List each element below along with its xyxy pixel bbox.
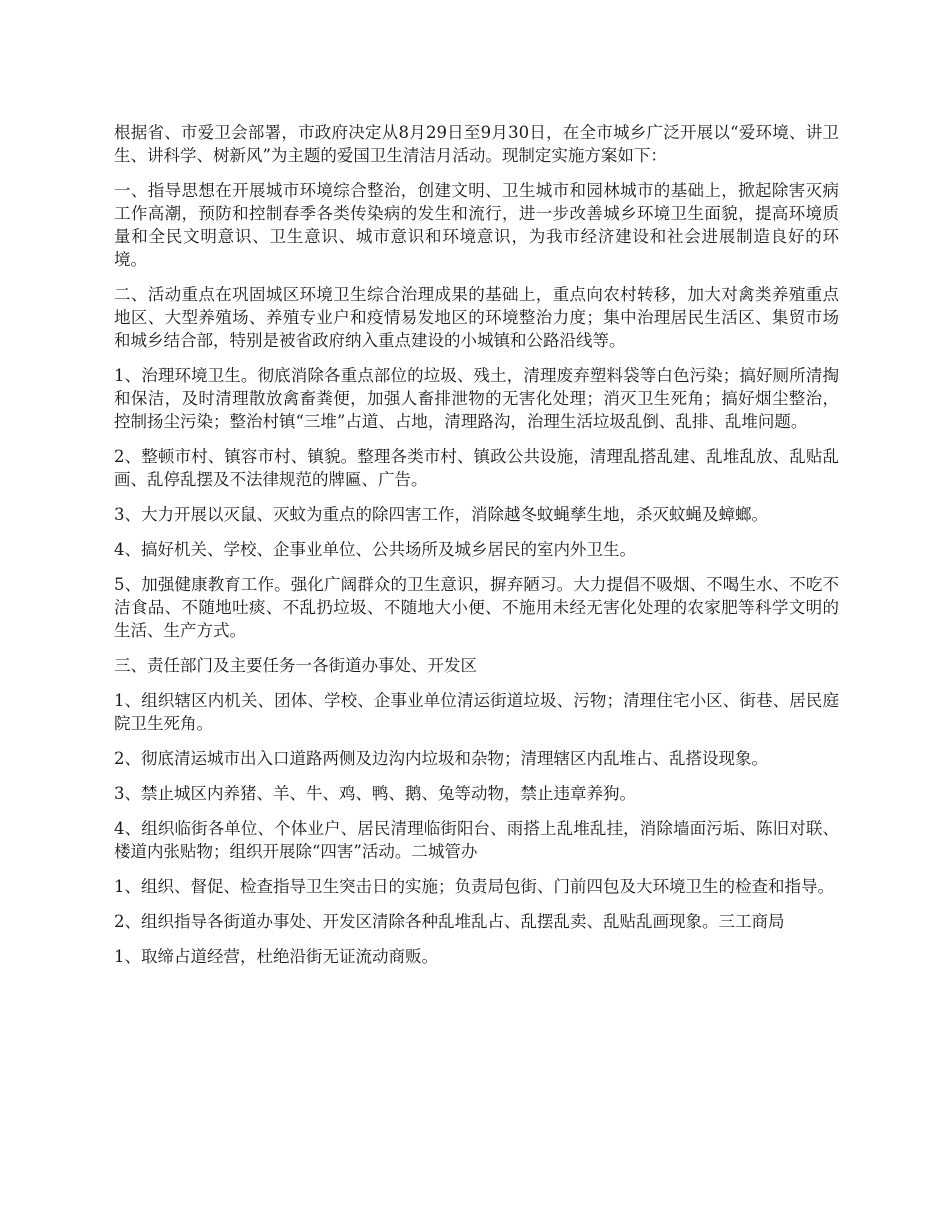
task-road-cleanup: 2、彻底清运城市出入口道路两侧及边沟内垃圾和杂物；清理辖区内乱堆占、乱搭设现象。: [114, 749, 768, 768]
section-guiding-ideology: 一、指导思想在开展城市环境综合整治，创建文明、卫生城市和园林城市的基础上，掀起除害灭病工作高潮，预防和控制春季各类传染病的发生和流行，进一步改善城乡环境卫生面貌，提高环境质量和全民文明意识、卫生意识、城市意识和环境意识，为我市经济建设和社会进展制造良好的环境。: [114, 181, 839, 269]
task-animal-ban: 3、禁止城区内养猪、羊、牛、鸡、鸭、鹅、兔等动物，禁止违章养狗。: [114, 784, 636, 803]
task-clear-disorder: 2、组织指导各街道办事处、开发区清除各种乱堆乱占、乱摆乱卖、乱贴乱画现象。三工商局: [114, 912, 785, 931]
task-urban-management-inspection: 1、组织、督促、检查指导卫生突击日的实施；负责局包街、门前四包及大环境卫生的检查和指导。: [114, 877, 834, 896]
task-street-facade: 4、组织临街各单位、个体业户、居民清理临街阳台、雨搭上乱堆乱挂，消除墙面污垢、陈旧对联、楼道内张贴物；组织开展除“四害”活动。二城管办: [114, 819, 839, 861]
item-health-education: 5、加强健康教育工作。强化广阔群众的卫生意识，摒弃陋习。大力提倡不吸烟、不喝生水、不吃不洁食品、不随地吐痰、不乱扔垃圾、不随地大小便、不施用未经无害化处理的农家肥等科学文明的生活、生产方式。: [114, 575, 839, 640]
item-environmental-sanitation: 1、治理环境卫生。彻底消除各重点部位的垃圾、残土，清理废弃塑料袋等白色污染；搞好厕所清掏和保洁，及时清理散放禽畜粪便，加强人畜排泄物的无害化处理；消灭卫生死角；搞好烟尘整治，控制扬尘污染；整治村镇“三堆”占道、占地，清理路沟，治理生活垃圾乱倒、乱排、乱堆问题。: [114, 366, 839, 431]
item-indoor-outdoor-hygiene: 4、搞好机关、学校、企事业单位、公共场所及城乡居民的室内外卫生。: [114, 540, 636, 559]
section-responsible-departments: 三、责任部门及主要任务一各街道办事处、开发区: [114, 656, 477, 675]
item-village-appearance: 2、整顿市村、镇容市村、镇貌。整理各类市村、镇政公共设施，清理乱搭乱建、乱堆乱放、乱贴乱画、乱停乱摆及不法律规范的牌匾、广告。: [114, 447, 839, 489]
task-ban-street-vendors: 1、取缔占道经营，杜绝沿街无证流动商贩。: [114, 947, 438, 966]
item-pest-control: 3、大力开展以灭鼠、灭蚊为重点的除四害工作，消除越冬蚊蝇孳生地，杀灭蚊蝇及蟑螂。: [114, 505, 768, 524]
intro-paragraph: 根据省、市爱卫会部署，市政府决定从8月29日至9月30日，在全市城乡广泛开展以“爱环境、讲卫生、讲科学、树新风”为主题的爱国卫生清洁月活动。现制定实施方案如下：: [114, 123, 839, 165]
section-activity-focus: 二、活动重点在巩固城区环境卫生综合治理成果的基础上，重点向农村转移，加大对禽类养殖重点地区、大型养殖场、养殖专业户和疫情易发地区的环境整治力度；集中治理居民生活区、集贸市场和城乡结合部，特别是被省政府纳入重点建设的小城镇和公路沿线等。: [114, 285, 839, 350]
document-body: [114, 121, 839, 980]
task-organize-cleanup: 1、组织辖区内机关、团体、学校、企事业单位清运街道垃圾、污物；清理住宅小区、街巷、居民庭院卫生死角。: [114, 691, 839, 733]
